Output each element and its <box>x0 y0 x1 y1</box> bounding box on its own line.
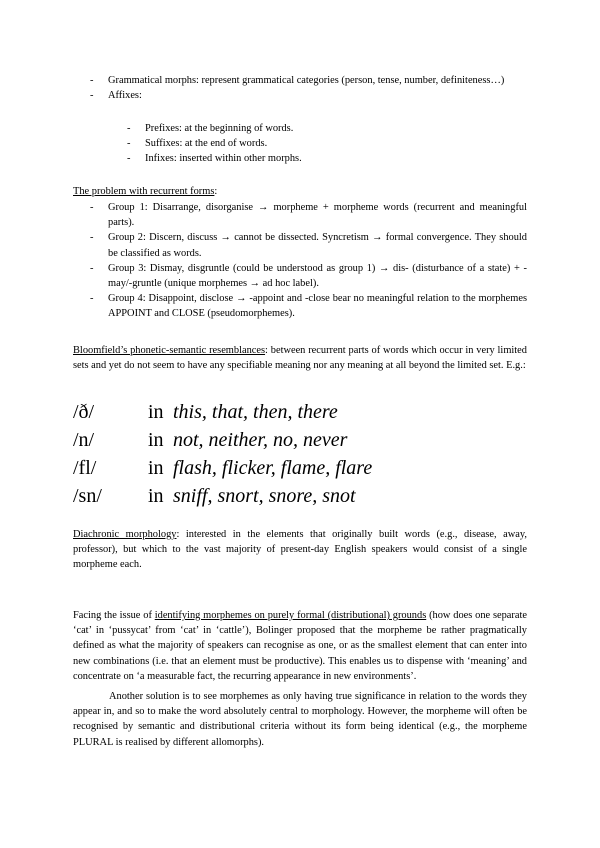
list-item-group-1: - Group 1: Disarrange, disorganise → morpheme + morpheme words (recurrent and meaningful parts). <box>90 200 527 230</box>
recurrent-groups-list <box>90 200 527 322</box>
example-words: not, neither, no, never <box>173 429 348 451</box>
list-item-group-3: - Group 3: Dismay, disgruntle (could be understood as group 1) → dis- (disturbance of a state) + -may/-gruntle (unique morphemes → ad hoc label). <box>90 261 527 291</box>
example-words: flash, flicker, flame, flare <box>173 457 373 479</box>
recurrent-forms-colon: : <box>214 186 218 197</box>
example-words: sniff, snort, snore, snot <box>173 485 356 507</box>
diachronic-text: : interested in the elements that originally built words (e.g., disease, away, professor), but which to the vast majority of present-day English speakers would consist of a single morpheme each. <box>73 529 527 571</box>
recurrent-forms-heading: The problem with recurrent forms <box>73 186 215 197</box>
diachronic-heading: Diachronic morphology <box>73 529 177 540</box>
list-item-group-4: - Group 4: Disappoint, disclose → -appoint and -close bear no meaningful relation to the morphemes APPOINT and CLOSE (pseudomorphemes). <box>90 291 527 321</box>
example-in: in <box>148 457 164 479</box>
bolinger-paragraph <box>73 608 527 684</box>
morph-types-list <box>90 73 527 103</box>
bloomfield-text: : between recurrent parts of words which occur in very limited sets and yet do not seem to have any specifiable meaning nor any meaning at all beyond the limited set. E.g.: <box>73 345 527 372</box>
example-in: in <box>148 485 164 507</box>
example-row <box>73 398 433 426</box>
list-item-grammatical-morphs: - Grammatical morphs: represent grammatical categories (person, tense, number, definiteness…) <box>90 73 527 88</box>
list-item-prefixes: - Prefixes: at the beginning of words. <box>127 121 507 136</box>
example-phoneme: /fl/ <box>73 457 97 479</box>
phonaestheme-examples <box>73 398 433 510</box>
bloomfield-heading: Bloomfield’s phonetic-semantic resemblances <box>73 345 266 356</box>
example-in: in <box>148 401 164 423</box>
facing-before: Facing the issue of <box>73 610 155 621</box>
example-row <box>73 482 433 510</box>
recurrent-forms-heading-line <box>73 184 527 199</box>
facing-underlined: identifying morphemes on purely formal (distributional) grounds <box>154 610 427 621</box>
example-row <box>73 426 433 454</box>
example-phoneme: /n/ <box>73 429 95 451</box>
list-item-group-2: - Group 2: Discern, discuss → cannot be dissected. Syncretism → formal convergence. They should be classified as words. <box>90 230 527 260</box>
another-solution-paragraph: Another solution is to see morphemes as only having true significance in relation to the words they appear in, and so to make the word absolutely central to morphology. However, the morpheme will often be recognised by semantic and distributional criteria without its form being identical (e.g., the morpheme PLURAL is realised by different allomorphs). <box>73 691 527 748</box>
list-item-suffixes: - Suffixes: at the end of words. <box>127 136 507 151</box>
list-item-affixes: - Affixes: <box>90 88 527 103</box>
facing-after: (how does one separate ‘cat’ in ‘pussycat’ from ‘cat’ in ‘cattle’), Bolinger proposed that the morpheme be rather pragmatically defined as what the majority of speakers can recognise as one, or as the smallest element that can enter into new combinations (i.e. that an element must be productive). This enables us to dispense with ‘meaning’ and concentrate on ‘a measurable fact, the recurring appearance in new environments’. <box>73 610 527 682</box>
list-item-infixes: - Infixes: inserted within other morphs. <box>127 151 507 166</box>
example-in: in <box>148 429 164 451</box>
example-phoneme: /ð/ <box>73 401 95 423</box>
bloomfield-paragraph <box>73 343 527 373</box>
example-phoneme: /sn/ <box>73 485 102 507</box>
example-words: this, that, then, there <box>173 401 338 423</box>
diachronic-paragraph <box>73 527 527 573</box>
example-row <box>73 454 433 482</box>
affix-types-list <box>127 121 507 167</box>
